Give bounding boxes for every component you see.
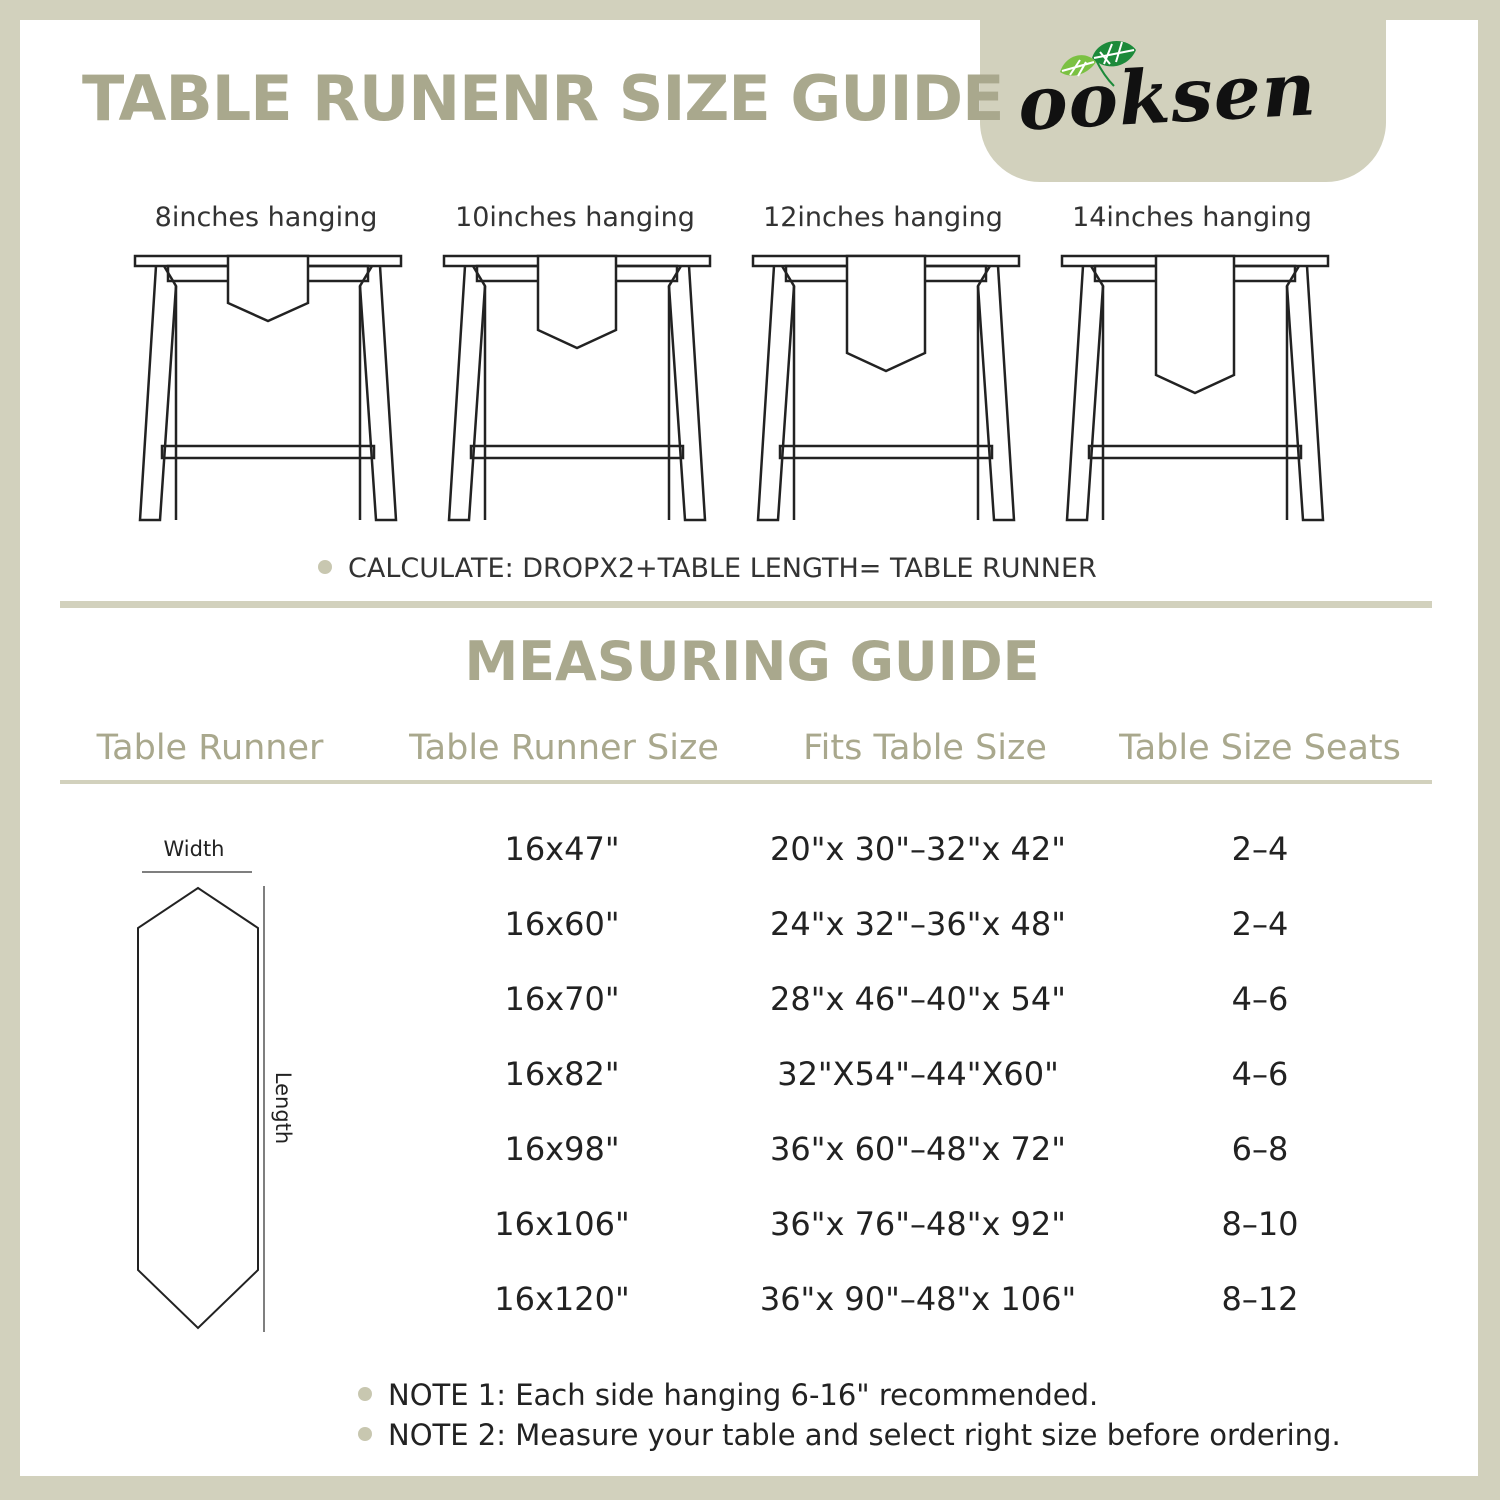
runner-size-cell: 16x60": [504, 905, 620, 943]
fits-table-size-cell: 32"X54"–44"X60": [777, 1055, 1059, 1093]
header-divider: [60, 780, 1432, 784]
seats-cell: 6–8: [1231, 1130, 1289, 1168]
seats-cell: 4–6: [1231, 1055, 1289, 1093]
fits-table-size-cell: 20"x 30"–32"x 42": [770, 830, 1066, 868]
note-2-text: NOTE 2: Measure your table and select right size before ordering.: [388, 1418, 1341, 1452]
runner-size-cell: 16x106": [494, 1205, 630, 1243]
fits-table-size-cell: 36"x 90"–48"x 106": [759, 1280, 1077, 1318]
seats-cell: 2–4: [1231, 830, 1289, 868]
brand-logo-text: ooksen: [1015, 46, 1319, 148]
measuring-guide-title: MEASURING GUIDE: [464, 630, 1040, 693]
width-label: Width: [163, 837, 225, 861]
seats-cell: 8–12: [1221, 1280, 1299, 1318]
bullet-icon: [318, 560, 332, 574]
bullet-icon: [358, 1387, 372, 1401]
table-hanging-icon: [441, 250, 713, 530]
seats-cell: 8–10: [1221, 1205, 1299, 1243]
fits-table-size-cell: 36"x 60"–48"x 72": [770, 1130, 1066, 1168]
note-1: [358, 1378, 1098, 1412]
runner-size-cell: 16x47": [504, 830, 620, 868]
table-hanging-icon: [750, 250, 1022, 530]
seats-cell: 2–4: [1231, 905, 1289, 943]
hanging-label: 10inches hanging: [455, 202, 695, 233]
hanging-label: 12inches hanging: [763, 202, 1003, 233]
fits-table-size-cell: 28"x 46"–40"x 54": [770, 980, 1066, 1018]
calculate-formula: [318, 553, 1097, 584]
table-hanging-icon: [1059, 250, 1331, 530]
seats-cell: 4–6: [1231, 980, 1289, 1018]
page-title: TABLE RUNENR SIZE GUIDE: [82, 62, 1004, 135]
calculate-text: CALCULATE: DROPX2+TABLE LENGTH= TABLE RUNNER: [348, 553, 1097, 584]
fits-table-size-cell: 24"x 32"–36"x 48": [770, 905, 1066, 943]
col-header-runner-size: Table Runner Size: [409, 728, 719, 768]
col-header-seats: Table Size Seats: [1119, 728, 1401, 768]
runner-size-cell: 16x82": [504, 1055, 620, 1093]
table-runner-diagram: [128, 832, 318, 1342]
hanging-label: 8inches hanging: [154, 202, 378, 233]
note-2: [358, 1418, 1341, 1452]
runner-size-cell: 16x98": [504, 1130, 620, 1168]
section-divider: [60, 601, 1432, 608]
hanging-label: 14inches hanging: [1072, 202, 1312, 233]
col-header-table-runner: Table Runner: [96, 728, 324, 768]
bullet-icon: [358, 1427, 372, 1441]
table-hanging-icon: [132, 250, 404, 530]
runner-size-cell: 16x120": [494, 1280, 630, 1318]
fits-table-size-cell: 36"x 76"–48"x 92": [770, 1205, 1066, 1243]
note-1-text: NOTE 1: Each side hanging 6-16" recommended.: [388, 1378, 1099, 1412]
runner-size-cell: 16x70": [504, 980, 620, 1018]
col-header-fits-table-size: Fits Table Size: [803, 728, 1047, 768]
length-label: Length: [271, 1071, 295, 1145]
